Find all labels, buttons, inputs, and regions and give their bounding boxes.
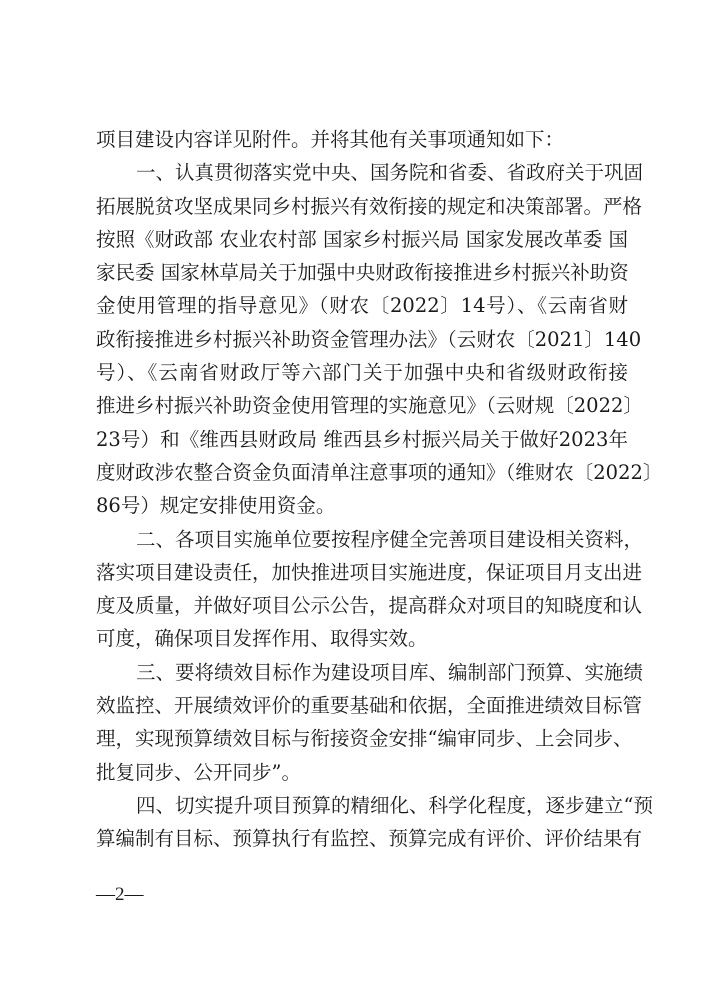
text-line: 家民委 国家林草局关于加强中央财政衔接推进乡村振兴补助资 (96, 261, 629, 285)
text-line: 度财政涉农整合资金负面清单注意事项的通知》（维财农〔2022〕 (96, 460, 663, 484)
text-line: 批复同步、公开同步”。 (96, 760, 301, 784)
text-line: 86号）规定安排使用资金。 (96, 494, 336, 518)
text-line: 三、要将绩效目标作为建设项目库、编制部门预算、实施绩 (136, 660, 644, 684)
text-line: 理，实现预算绩效目标与衔接资金安排“编审同步、上会同步、 (96, 727, 633, 751)
paragraph (96, 523, 644, 656)
text-line: 度及质量，并做好项目公示公告，提高群众对项目的知晓度和认 (96, 594, 643, 618)
paragraph (96, 156, 663, 522)
text-line: 效监控、开展绩效评价的重要基础和依据，全面推进绩效目标管 (96, 694, 643, 718)
text-line: 23号）和《维西县财政局 维西县乡村振兴局关于做好2023年 (96, 427, 628, 451)
text-line: 号）、《云南省财政厅等六部门关于加强中央和省级财政衔接 (96, 361, 628, 385)
text-line: 可度，确保项目发挥作用、取得实效。 (96, 627, 428, 651)
text-line: 项目建设内容详见附件。并将其他有关事项通知如下： (96, 128, 565, 151)
text-line: 落实项目建设责任，加快推进项目实施进度，保证项目月支出进 (96, 560, 643, 584)
paragraph (96, 123, 628, 156)
text-line: 二、各项目实施单位要按程序健全完善项目建设相关资料， (136, 527, 644, 551)
paragraph (96, 656, 644, 789)
text-line: 金使用管理的指导意见》（财农〔2022〕14号）、《云南省财 (96, 294, 628, 318)
text-line: 拓展脱贫攻坚成果同乡村振兴有效衔接的规定和决策部署。严格 (96, 194, 643, 218)
text-line: 四、切实提升项目预算的精细化、科学化程度，逐步建立“预 (136, 793, 653, 817)
text-line: 政衔接推进乡村振兴补助资金管理办法》（云财农〔2021〕140 (96, 327, 642, 351)
text-line: 算编制有目标、预算执行有监控、预算完成有评价、评价结果有 (96, 827, 643, 851)
text-line: 按照《财政部 农业农村部 国家乡村振兴局 国家发展改革委 国 (96, 227, 628, 251)
paragraph (96, 789, 653, 856)
text-line: 一、认真贯彻落实党中央、国务院和省委、省政府关于巩固 (136, 161, 644, 185)
document-body (96, 123, 663, 856)
text-line: 推进乡村振兴补助资金使用管理的实施意见》（云财规〔2022〕 (96, 394, 643, 418)
page-number: —2— (96, 884, 144, 905)
